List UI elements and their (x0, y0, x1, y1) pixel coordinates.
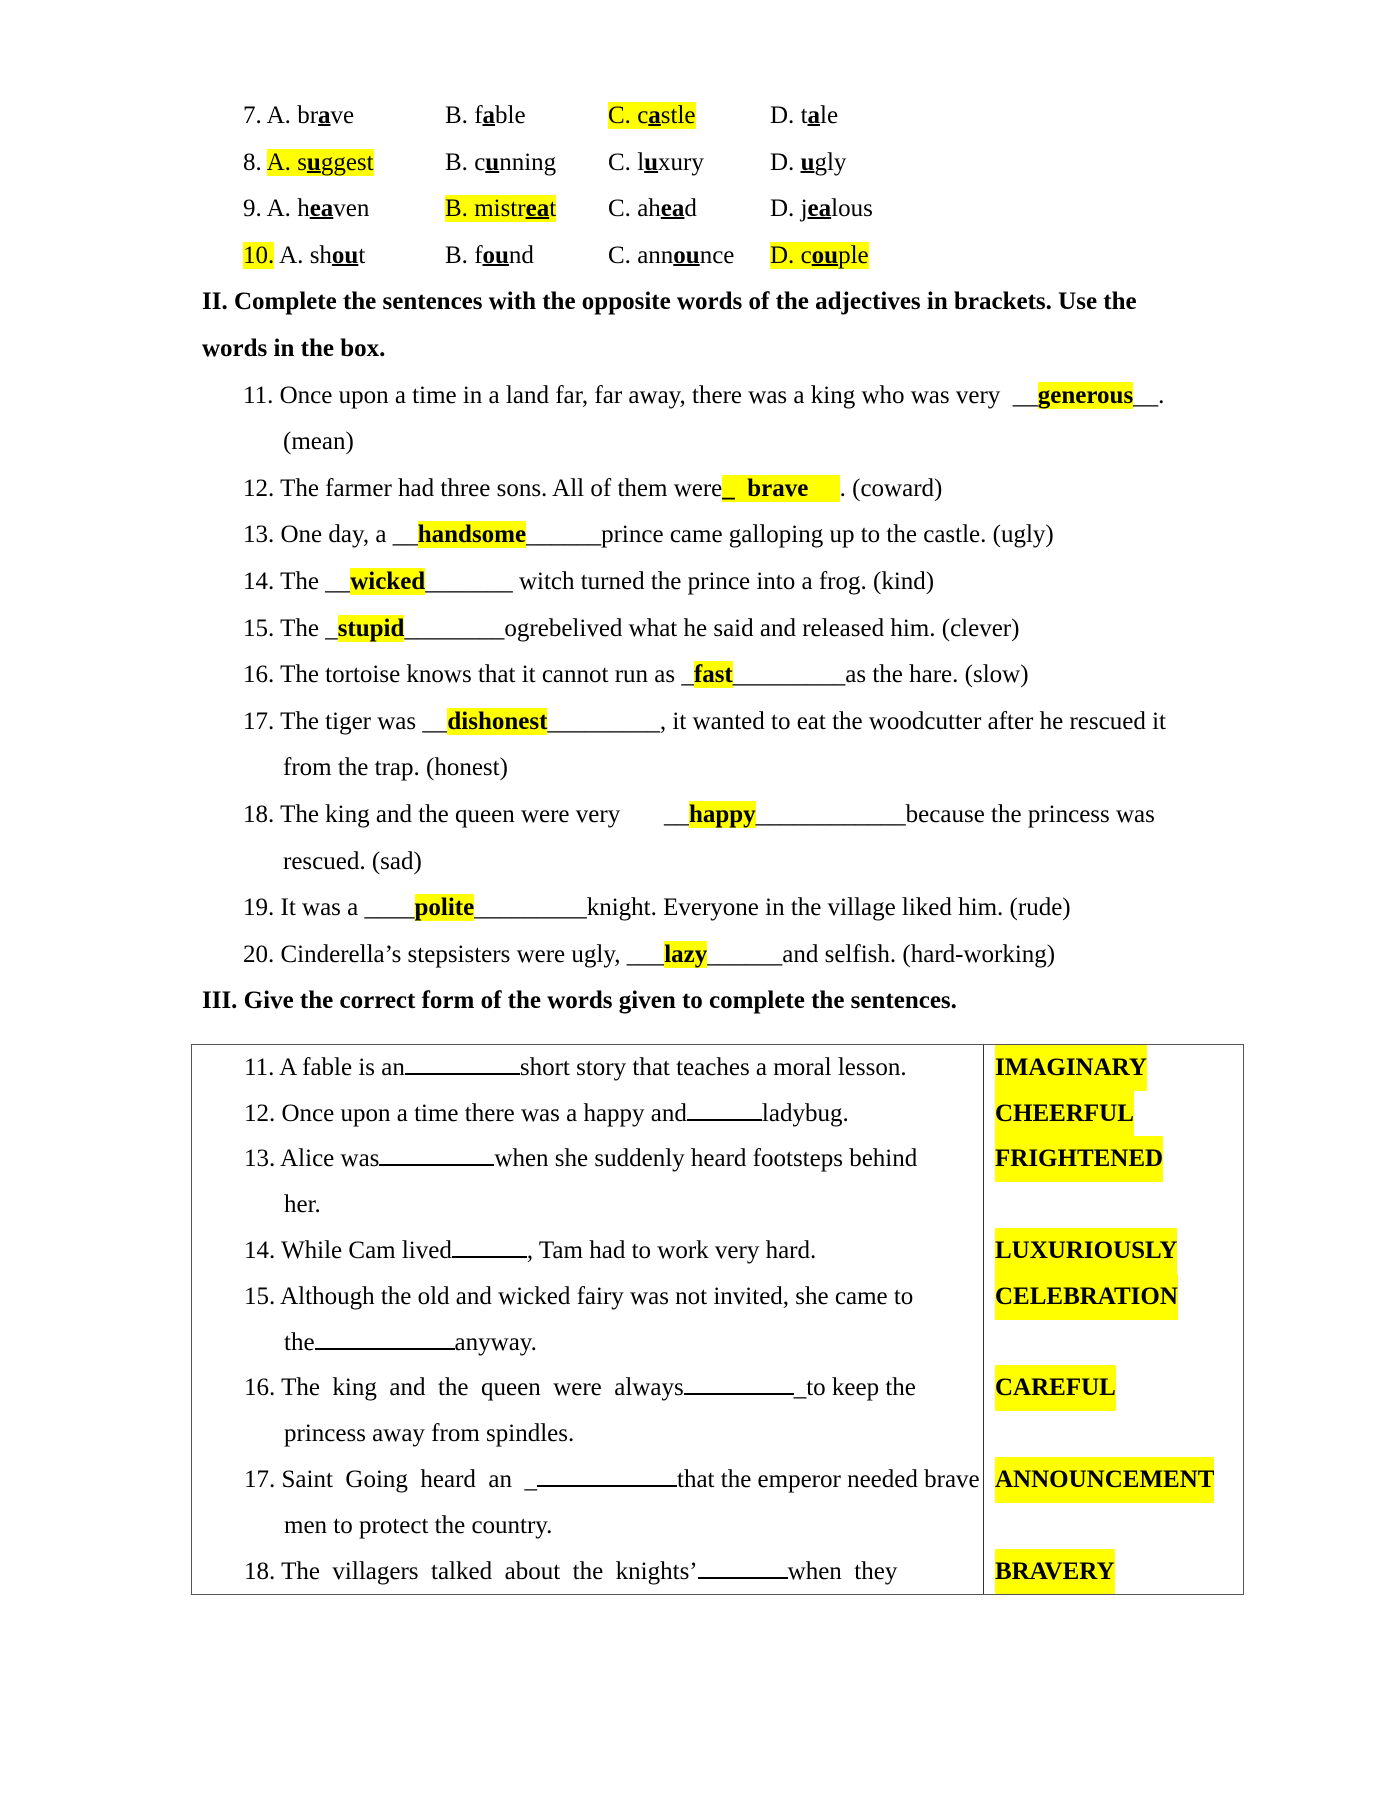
sentence-text: ladybug. (761, 1099, 849, 1127)
sentence-item (0, 606, 1391, 653)
answer-blank (537, 1463, 677, 1487)
question-number: 7. (243, 102, 262, 129)
answer-highlight: handsome (417, 521, 527, 549)
word-part: nd (508, 241, 534, 269)
word-part: f (474, 241, 483, 269)
word-part: d (684, 195, 697, 223)
underlined-sound: u (800, 148, 815, 176)
item-number: 18. (244, 1557, 276, 1585)
word-part: le (820, 102, 839, 129)
sentence-text: when they (787, 1557, 898, 1585)
sentence-text: anyway. (454, 1328, 537, 1356)
item-number: 15. (243, 614, 275, 642)
table-row-continuation (192, 1182, 1243, 1228)
sentence-text: Cinderella’s stepsisters were ugly, ___ (280, 940, 665, 968)
sentence-text: from the trap. (honest) (283, 754, 508, 782)
underlined-sound: u (485, 148, 500, 176)
option-text (267, 195, 370, 222)
option-text (608, 195, 697, 222)
option-label: C. (608, 148, 638, 176)
sentence-text: Alice was (280, 1145, 380, 1173)
sentence-item (0, 559, 1391, 606)
word-part: f (474, 102, 483, 129)
option-text (608, 149, 704, 176)
sentence-text: men to protect the country. (284, 1511, 553, 1539)
sentence-item (0, 792, 1391, 839)
option-label: A. (266, 148, 298, 176)
section-heading: II. Complete the sentences with the opposite words of the adjectives in brackets. Use the (202, 288, 1137, 316)
underlined-sound: ou (811, 241, 839, 269)
sentence (244, 1228, 816, 1274)
underlined-sound: a (482, 102, 496, 129)
option-c (608, 140, 704, 187)
word-given: FRIGHTENED (995, 1136, 1163, 1182)
item-number: 16. (243, 661, 275, 689)
item-number: 20. (243, 940, 275, 968)
question-number: 8. (243, 148, 262, 176)
option-b (445, 140, 556, 187)
word-form-table (191, 1044, 1244, 1596)
option-text (279, 242, 365, 269)
answer-blank (379, 1142, 494, 1166)
sentence-text: The __ (280, 567, 351, 595)
table-row (192, 1045, 1243, 1091)
sentence-item (0, 885, 1391, 932)
word-part: nce (699, 241, 735, 269)
option-label: C. (608, 102, 638, 129)
table-row-continuation (192, 1320, 1243, 1366)
option-text (770, 149, 846, 176)
word-part: xury (658, 148, 704, 176)
table-row (192, 1457, 1243, 1503)
sentence-text: Once upon a time in a land far, far away, there was a king who was very __ (279, 381, 1038, 409)
table-row (192, 1549, 1243, 1595)
sentence (243, 885, 1071, 932)
sentence-text: that the emperor needed brave (677, 1466, 980, 1494)
sentence-item (0, 512, 1391, 559)
word-part: ah (637, 195, 661, 223)
word-part: nning (499, 148, 557, 176)
sentence-text: Although the old and wicked fairy was not invited, she came to (280, 1282, 914, 1310)
sentence (243, 606, 1019, 653)
option-label: D. (770, 241, 801, 269)
mcq-row (0, 93, 1391, 140)
option-text (445, 102, 526, 129)
underlined-sound: ea (309, 195, 334, 223)
underlined-sound: ou (673, 241, 700, 269)
sentence-text: the (284, 1328, 315, 1356)
mcq-row (0, 233, 1391, 280)
sentence-text: Once upon a time there was a happy and (281, 1099, 687, 1127)
answer-highlight: fast (693, 661, 733, 689)
word-part: c (474, 148, 486, 176)
answer-highlight: stupid (337, 614, 405, 642)
item-number: 19. (243, 894, 275, 922)
word-part: ggest (320, 148, 374, 176)
table-row-continuation (192, 1503, 1243, 1549)
sentence-text: _________knight. Everyone in the village liked him. (rude) (474, 894, 1071, 922)
item-number: 12. (244, 1099, 276, 1127)
option-d (770, 233, 869, 280)
sentence (284, 1182, 321, 1228)
sentence (244, 1045, 907, 1091)
word-part: l (637, 148, 645, 176)
underlined-sound: a (318, 102, 331, 129)
answer-highlight: _ brave (722, 474, 840, 502)
item-number: 13. (243, 521, 275, 549)
item-number: 15. (244, 1282, 276, 1310)
underlined-sound: ou (331, 241, 359, 269)
word-given: CELEBRATION (995, 1274, 1178, 1320)
word-part: s (297, 148, 307, 176)
option-d (770, 186, 873, 233)
sentence (244, 1136, 917, 1182)
option-d (770, 93, 838, 140)
sentence-item (0, 373, 1391, 420)
word-given: IMAGINARY (995, 1045, 1147, 1091)
option-text (445, 195, 556, 222)
option-c (608, 233, 734, 280)
option-text (267, 149, 374, 176)
answer-blank (315, 1326, 455, 1350)
question-number: 10. (243, 241, 275, 269)
table-row (192, 1136, 1243, 1182)
answer-blank (687, 1097, 762, 1121)
table-row (192, 1274, 1243, 1320)
sentence-text: ______prince came galloping up to the castle. (ugly) (526, 521, 1054, 549)
option-b (445, 233, 534, 280)
item-number: 14. (244, 1237, 276, 1265)
sentence (244, 1457, 980, 1503)
sentence (243, 373, 1164, 420)
item-number: 16. (244, 1374, 276, 1402)
sentence (243, 699, 1166, 746)
sentence-text: The king and the queen were very __ (280, 800, 689, 828)
option-label: A. (279, 241, 310, 269)
sentence-text: her. (284, 1191, 321, 1219)
sentence-text: A fable is an (279, 1053, 405, 1081)
underlined-sound: a (807, 102, 821, 129)
option-label: A. (266, 102, 298, 129)
item-number: 13. (244, 1145, 276, 1173)
sentence-text: The tiger was __ (280, 707, 448, 735)
sentence-text: It was a ____ (280, 894, 415, 922)
sentence (284, 1320, 537, 1366)
word-part: t (800, 102, 808, 129)
sentence (244, 1091, 849, 1137)
sentence-text: _______ witch turned the prince into a frog. (kind) (425, 567, 935, 595)
word-part: ven (333, 195, 370, 223)
word-part: t (549, 195, 557, 223)
underlined-sound: ea (807, 195, 832, 223)
item-number: 14. (243, 567, 275, 595)
sentence (243, 652, 1029, 699)
underlined-sound: u (644, 148, 659, 176)
option-b (445, 186, 556, 233)
word-part: br (297, 102, 319, 129)
sentence-text: . (coward) (839, 474, 943, 502)
sentence-item (0, 466, 1391, 513)
answer-blank (698, 1555, 788, 1579)
sentence (244, 1274, 913, 1320)
option-label: B. (445, 241, 475, 269)
option-label: D. (770, 148, 801, 176)
item-number: 18. (243, 800, 275, 828)
answer-blank (405, 1051, 520, 1075)
item-number: 17. (244, 1466, 276, 1494)
option-label: B. (445, 148, 475, 176)
option-c (608, 186, 697, 233)
option-text (608, 242, 734, 269)
sentence-text: __. (1133, 381, 1165, 409)
sentence-text: rescued. (sad) (283, 847, 422, 875)
sentence-continuation (0, 745, 1391, 792)
option-b (445, 93, 526, 140)
underlined-sound: ou (482, 241, 509, 269)
sentence-text: The tortoise knows that it cannot run as _ (280, 661, 694, 689)
option-text (770, 102, 838, 129)
sentence (244, 1549, 897, 1595)
sentence-text: _________, it wanted to eat the woodcutter after he rescued it (547, 707, 1166, 735)
sentence-text: ______and selfish. (hard-working) (707, 940, 1056, 968)
sentence-text: when she suddenly heard footsteps behind (494, 1145, 918, 1173)
sentence (243, 559, 934, 606)
word-given: BRAVERY (995, 1549, 1115, 1595)
sentence (284, 1411, 574, 1457)
word-part: c (800, 241, 812, 269)
sentence (284, 1503, 552, 1549)
underlined-sound: ea (660, 195, 685, 223)
answer-blank (452, 1234, 527, 1258)
sentence-text: short story that teaches a moral lesson. (519, 1053, 907, 1081)
word-part: lous (831, 195, 873, 223)
answer-highlight: polite (414, 894, 475, 922)
option-a (243, 233, 365, 280)
word-part: stle (660, 102, 696, 129)
table-row (192, 1365, 1243, 1411)
word-given: ANNOUNCEMENT (995, 1457, 1214, 1503)
underlined-sound: ea (525, 195, 550, 223)
sentence-text: The _ (280, 614, 338, 642)
mcq-row (0, 140, 1391, 187)
answer-highlight: happy (688, 800, 756, 828)
option-text (267, 102, 355, 129)
answer-highlight: generous (1037, 381, 1134, 409)
sentence-text: Saint Going heard an _ (281, 1466, 538, 1494)
word-part: j (800, 195, 808, 223)
sentence-text: princess away from spindles. (284, 1420, 575, 1448)
sentence (243, 932, 1055, 979)
word-part: ve (330, 102, 355, 129)
option-text (608, 102, 696, 129)
word-part: gly (814, 148, 847, 176)
option-a (243, 186, 369, 233)
sentence-item (0, 652, 1391, 699)
option-text (445, 242, 534, 269)
sentence-text: The villagers talked about the knights’ (281, 1557, 698, 1585)
sentence (243, 792, 1155, 839)
sentence (244, 1365, 916, 1411)
option-label: A. (266, 195, 298, 223)
sentence-text: ____________because the princess was (755, 800, 1155, 828)
word-part: t (358, 241, 366, 269)
word-part: c (637, 102, 649, 129)
item-number: 11. (243, 381, 274, 409)
option-label: B. (445, 102, 475, 129)
underlined-sound: u (306, 148, 321, 176)
underlined-sound: a (648, 102, 661, 129)
option-label: B. (445, 195, 475, 223)
sentence-continuation (0, 419, 1391, 466)
sentence-continuation (0, 839, 1391, 886)
option-a (243, 140, 374, 187)
sentence (243, 466, 942, 513)
sentence-text: _to keep the (793, 1374, 916, 1402)
table-row (192, 1091, 1243, 1137)
sentence-text: _________as the hare. (slow) (732, 661, 1029, 689)
option-label: D. (770, 102, 801, 129)
option-label: C. (608, 241, 638, 269)
word-given: CAREFUL (995, 1365, 1116, 1411)
word-part: ple (838, 241, 869, 269)
option-text (445, 149, 556, 176)
sentence-text: One day, a __ (280, 521, 418, 549)
answer-blank (684, 1371, 794, 1395)
question-number: 9. (243, 195, 262, 223)
worksheet-page (0, 93, 1391, 1595)
mcq-row (0, 186, 1391, 233)
word-given: LUXURIOUSLY (995, 1228, 1177, 1274)
answer-highlight: wicked (350, 567, 426, 595)
sentence-item (0, 699, 1391, 746)
item-number: 11. (244, 1053, 275, 1081)
section-heading: words in the box. (202, 334, 386, 362)
sentence-item (0, 932, 1391, 979)
word-part: ann (637, 241, 674, 269)
sentence-text: The king and the queen were always (281, 1374, 684, 1402)
answer-highlight: lazy (664, 940, 708, 968)
sentence (243, 512, 1054, 559)
sentence-text: The farmer had three sons. All of them were (280, 474, 723, 502)
table-row (192, 1228, 1243, 1274)
word-part: sh (309, 241, 332, 269)
sentence-text: , Tam had to work very hard. (526, 1237, 817, 1265)
option-label: D. (770, 195, 801, 223)
sentence-text: (mean) (283, 428, 354, 456)
option-text (770, 195, 873, 222)
item-number: 12. (243, 474, 275, 502)
section-heading: III. Give the correct form of the words given to complete the sentences. (202, 987, 957, 1015)
word-part: mistr (474, 195, 526, 223)
answer-highlight: dishonest (447, 707, 548, 735)
option-a (243, 93, 354, 140)
option-d (770, 140, 846, 187)
option-text (770, 242, 869, 269)
sentence-text: While Cam lived (281, 1237, 452, 1265)
option-label: C. (608, 195, 638, 223)
word-part: ble (495, 102, 526, 129)
sentence-text: ________ogrebelived what he said and released him. (clever) (404, 614, 1020, 642)
option-c (608, 93, 696, 140)
item-number: 17. (243, 707, 275, 735)
word-part: h (297, 195, 310, 223)
table-row-continuation (192, 1411, 1243, 1457)
word-given: CHEERFUL (995, 1091, 1134, 1137)
